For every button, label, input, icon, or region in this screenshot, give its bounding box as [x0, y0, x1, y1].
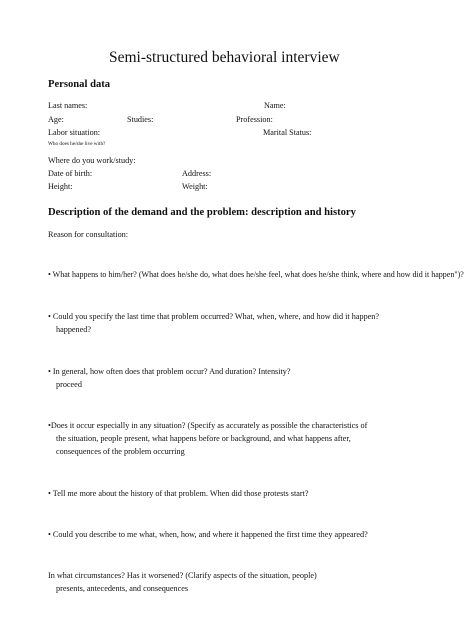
where-work-label: Where do you work/study: — [48, 156, 136, 165]
reason-for-consultation-label: Reason for consultation: — [48, 230, 129, 239]
demand-heading: Description of the demand and the problem: description and history — [48, 207, 356, 218]
question-4-line-3: consequences of the problem occurring — [56, 447, 185, 456]
height-label: Height: — [48, 182, 73, 191]
question-3-line-1: • In general, how often does that problem occur? And duration? Intensity? — [48, 367, 291, 376]
question-6: • Could you describe to me what, when, how, and where it happened the first time they appeared? — [48, 530, 368, 539]
marital-status-label: Marital Status: — [263, 128, 312, 137]
question-7-line-1: In what circumstances? Has it worsened? (Clarify aspects of the situation, people) — [48, 571, 317, 580]
question-2-line-2: happened? — [56, 325, 92, 334]
who-lives-with-label: Who does he/she live with? — [48, 141, 106, 147]
question-7-line-2: presents, antecedents, and consequences — [56, 584, 189, 593]
labor-situation-label: Labor situation: — [48, 128, 101, 137]
question-3-line-2: proceed — [56, 380, 82, 389]
address-label: Address: — [182, 169, 212, 178]
question-1: • What happens to him/her? (What does he/she do, what does he/she feel, what does he/she think, where and how did it happen")? — [48, 270, 464, 279]
studies-label: Studies: — [127, 115, 154, 124]
weight-label: Weight: — [182, 182, 208, 191]
age-label: Age: — [48, 115, 64, 124]
last-names-label: Last names: — [48, 101, 88, 110]
name-label: Name: — [264, 101, 286, 110]
personal-data-heading: Personal data — [48, 79, 111, 90]
question-5: • Tell me more about the history of that problem. When did those protests start? — [48, 489, 309, 498]
question-4-line-2: the situation, people present, what happens before or background, and what happens after, — [56, 434, 351, 443]
question-4-line-1: •Does it occur especially in any situation? (Specify as accurately as possible the characteristics of — [48, 421, 368, 430]
question-2-line-1: • Could you specify the last time that problem occurred? What, when, where, and how did it happen? — [48, 312, 380, 321]
date-of-birth-label: Date of birth: — [48, 169, 93, 178]
page-title: Semi-structured behavioral interview — [109, 49, 340, 66]
profession-label: Profession: — [236, 115, 273, 124]
